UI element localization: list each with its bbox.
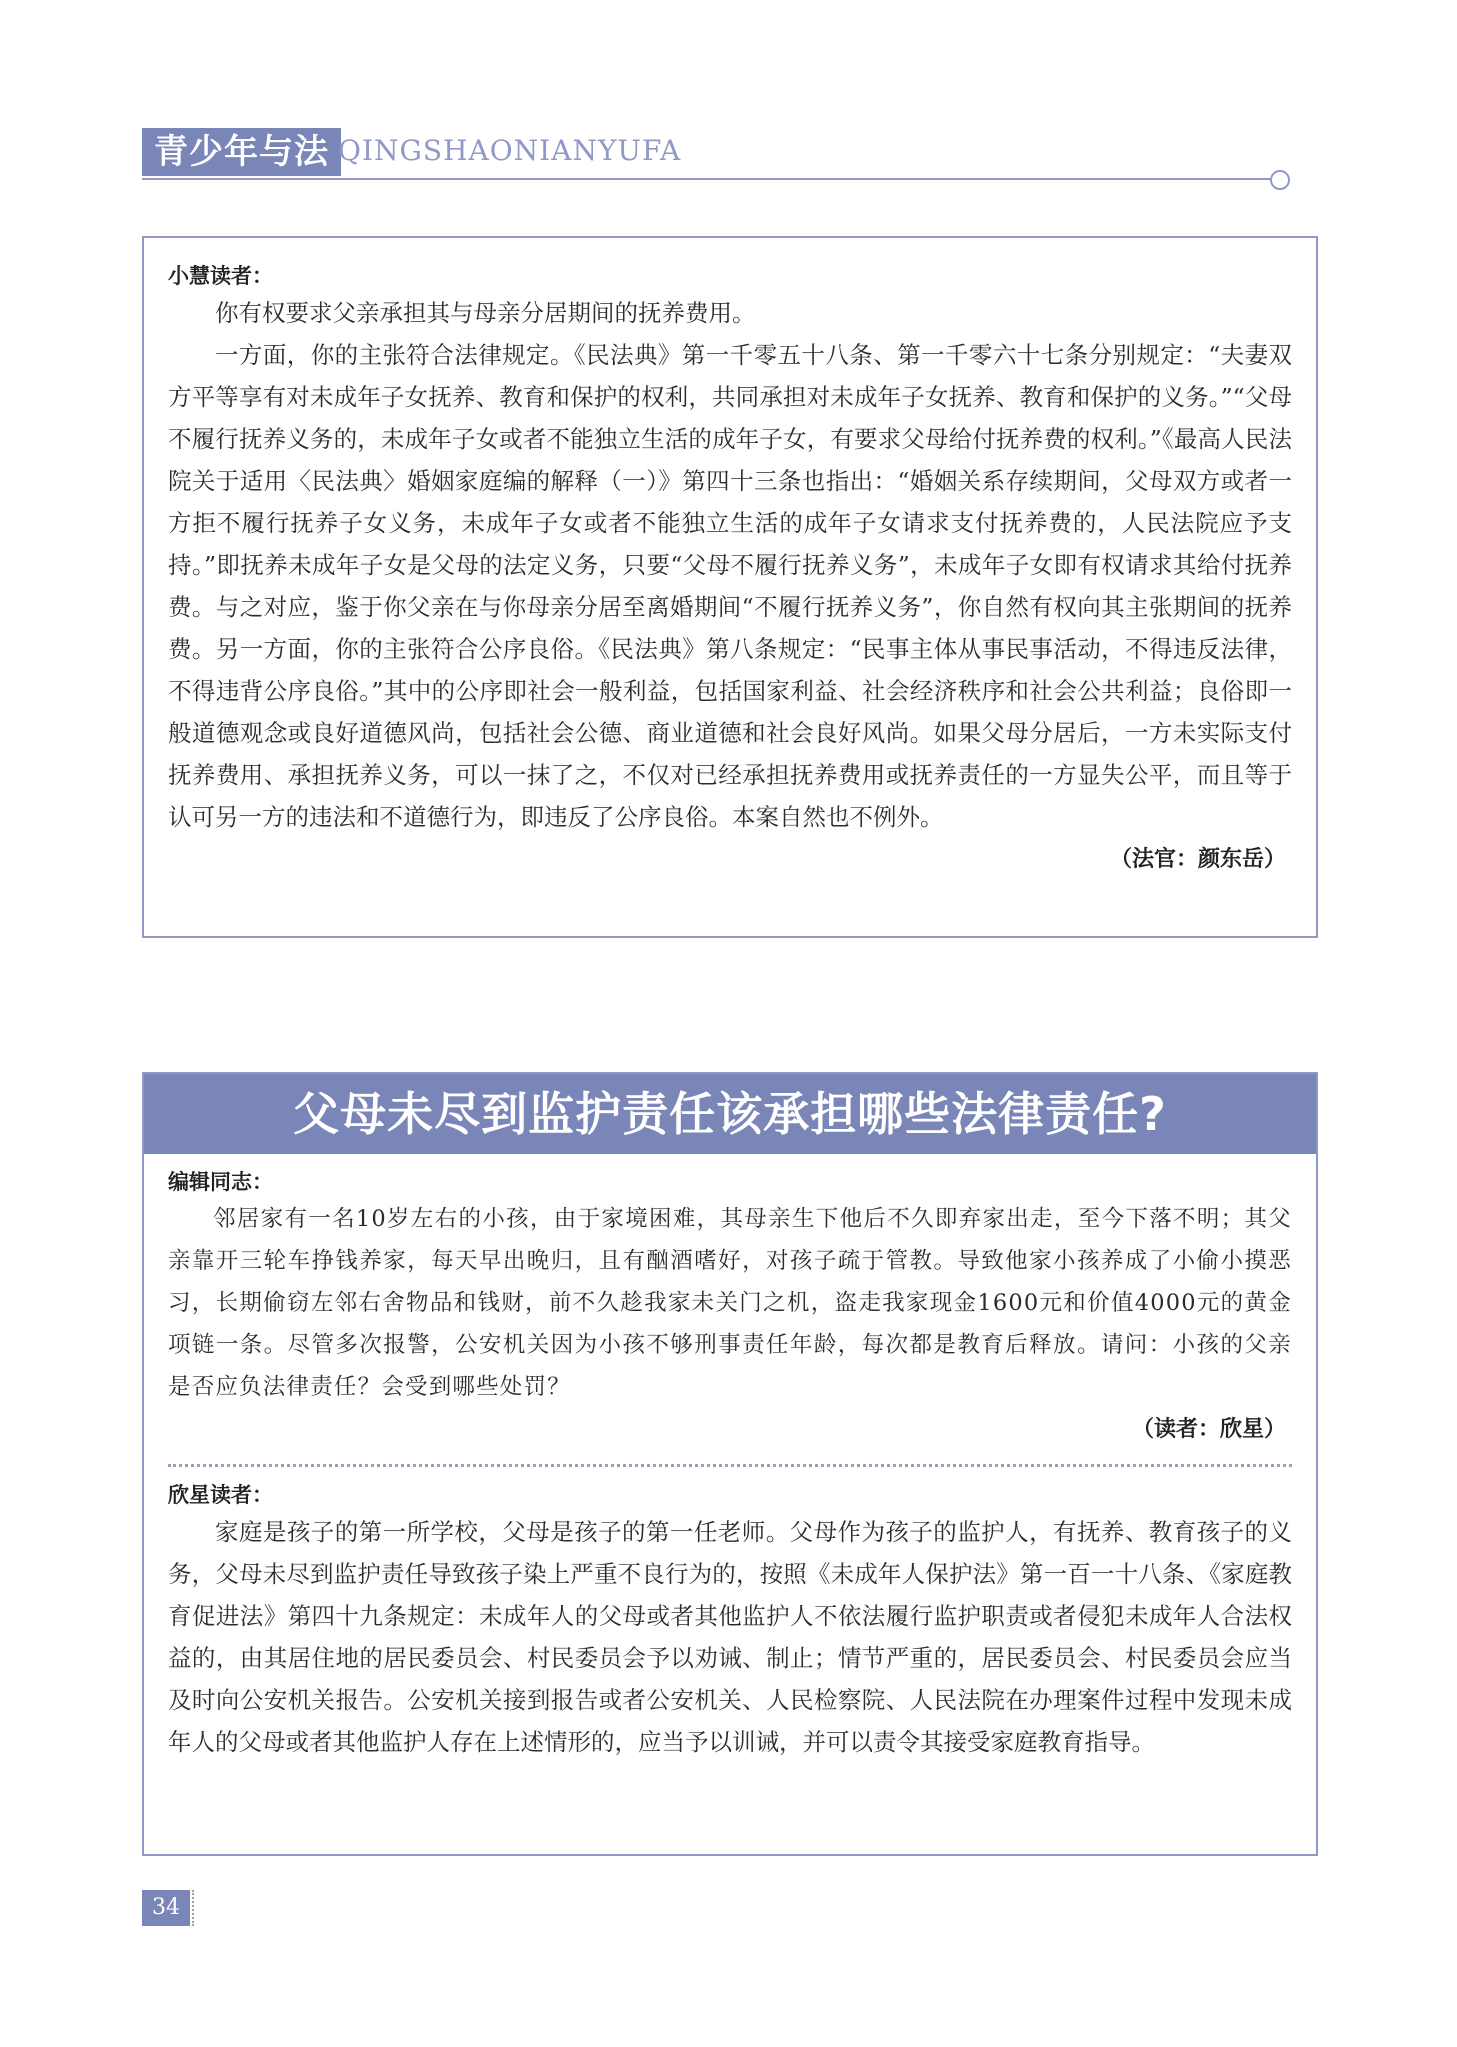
column-title: 青少年与法 bbox=[142, 128, 341, 176]
page-number-ornament bbox=[192, 1890, 194, 1926]
dotted-divider bbox=[168, 1464, 1292, 1467]
question-salutation: 编辑同志： bbox=[168, 1170, 273, 1194]
magazine-header bbox=[142, 128, 1290, 190]
column-pinyin: QINGSHAONIANYUFA bbox=[338, 134, 682, 167]
reader-signature: （读者：欣星） bbox=[1131, 1417, 1286, 1442]
answer-box-1 bbox=[142, 236, 1318, 938]
answer-paragraph: 一方面，你的主张符合法律规定。《民法典》第一千零五十八条、第一千零六十七条分别规定：“夫妻双方平等享有对未成年子女抚养、教育和保护的权利，共同承担对未成年子女抚养、教育和保护的义务。”“父母不履行抚养义务的，未成年子女或者不能独立生活的成年子女，有要求父母给付抚养费的权利。”《最高人民法院关于适用〈民法典〉婚姻家庭编的解释（一）》第四十三条也指出：“婚姻关系存续期间，父母双方或者一方拒不履行抚养子女义务，未成年子女或者不能独立生活的成年子女请求支付抚养费的，人民法院应予支持。”即抚养未成年子女是父母的法定义务，只要“父母不履行抚养义务”，未成年子女即有权请求其给付抚养费。与之对应，鉴于你父亲在与你母亲分居至离婚期间“不履行抚养义务”，你自然有权向其主张期间的抚养费。另一方面，你的主张符合公序良俗。《民法典》第八条规定：“民事主体从事民事活动，不得违反法律，不得违背公序良俗。”其中的公序即社会一般利益，包括国家利益、社会经济秩序和社会公共利益；良俗即一般道德观念或良好道德风尚，包括社会公德、商业道德和社会良好风尚。如果父母分居后，一方未实际支付抚养费用、承担抚养义务，可以一抹了之，不仅对已经承担抚养费用或抚养责任的一方显失公平，而且等于认可另一方的违法和不道德行为，即违反了公序良俗。本案自然也不例外。 bbox=[168, 341, 1292, 831]
answer-salutation: 欣星读者： bbox=[168, 1483, 273, 1507]
page-number: 34 bbox=[142, 1890, 190, 1926]
answer-paragraph: 家庭是孩子的第一所学校，父母是孩子的第一任老师。父母作为孩子的监护人，有抚养、教育孩子的义务，父母未尽到监护责任导致孩子染上严重不良行为的，按照《未成年人保护法》第一百一十八条、《家庭教育促进法》第四十九条规定：未成年人的父母或者其他监护人不依法履行监护职责或者侵犯未成年人合法权益的，由其居住地的居民委员会、村民委员会予以劝诫、制止；情节严重的，居民委员会、村民委员会应当及时向公安机关报告。公安机关接到报告或者公安机关、人民检察院、人民法院在办理案件过程中发现未成年人的父母或者其他监护人存在上述情形的，应当予以训诫，并可以责令其接受家庭教育指导。 bbox=[168, 1518, 1292, 1756]
answer-paragraph: 你有权要求父亲承担其与母亲分居期间的抚养费用。 bbox=[215, 299, 756, 327]
answer-salutation: 小慧读者： bbox=[168, 264, 273, 288]
header-circle-ornament bbox=[1270, 170, 1290, 190]
header-rule bbox=[142, 178, 1274, 180]
judge-signature: （法官：颜东岳） bbox=[1109, 847, 1286, 872]
question-paragraph: 邻居家有一名10岁左右的小孩，由于家境困难，其母亲生下他后不久即弃家出走，至今下落不明；其父亲靠开三轮车挣钱养家，每天早出晚归，且有酗酒嗜好，对孩子疏于管教。导致他家小孩养成了小偷小摸恶习，长期偷窃左邻右舍物品和钱财，前不久趁我家未关门之机，盗走我家现金1600元和价值4000元的黄金项链一条。尽管多次报警，公安机关因为小孩不够刑事责任年龄，每次都是教育后释放。请问：小孩的父亲是否应负法律责任？会受到哪些处罚？ bbox=[168, 1206, 1292, 1400]
article-title: 父母未尽到监护责任该承担哪些法律责任? bbox=[144, 1074, 1316, 1154]
qa-box-2 bbox=[142, 1072, 1318, 1856]
